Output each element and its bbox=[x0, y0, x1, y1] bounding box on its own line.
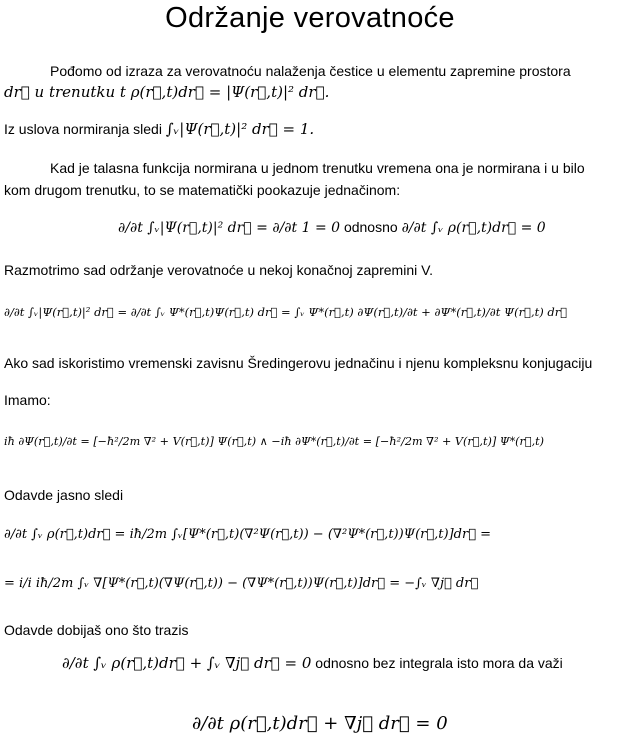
paragraph-8: Odavde dobijaš ono što trazis bbox=[4, 622, 189, 638]
equation-2: ∂/∂t ∫ᵥ|Ψ(r⃗,t)|² dr⃗ = ∂/∂t ∫ᵥ Ψ*(r⃗,t)Ψ(r⃗,t) dr⃗ = ∫ᵥ Ψ*(r⃗,t) ∂Ψ(r⃗,t)/∂t + ∂Ψ*(r⃗,t)/∂t Ψ(r⃗,t) dr⃗ bbox=[4, 305, 568, 319]
equation-1 bbox=[118, 219, 546, 236]
paragraph-1-line-2: dr⃗ u trenutku t ρ(r⃗,t)dr⃗ = |Ψ(r⃗,t)|² dr⃗. bbox=[4, 83, 330, 101]
paragraph-6: Imamo: bbox=[4, 392, 51, 408]
equation-4-line-1: ∂/∂t ∫ᵥ ρ(r⃗,t)dr⃗ = iħ/2m ∫ᵥ[Ψ*(r⃗,t)(∇²Ψ(r⃗,t)) − (∇²Ψ*(r⃗,t))Ψ(r⃗,t)]dr⃗ = bbox=[4, 527, 492, 542]
paragraph-4: Razmotrimo sad održanje verovatnoće u nekoj konačnoj zapremini V. bbox=[4, 262, 434, 278]
paragraph-3-line-2: kom drugom trenutku, to se matematički pookazuje jednačinom: bbox=[4, 182, 401, 198]
paragraph-7: Odavde jasno sledi bbox=[4, 487, 124, 503]
equation-5-note: odnosno bez integrala isto mora da važi bbox=[311, 655, 563, 671]
paragraph-3-line-1: Kad je talasna funkcija normirana u jednom trenutku vremena ona je normirana i u bilo bbox=[50, 160, 585, 176]
paragraph-5: Ako sad iskoristimo vremenski zavisnu Šredingerovu jednačinu i njenu kompleksnu konjugaciju bbox=[4, 355, 593, 371]
page-title: Održanje verovatnoće bbox=[165, 2, 455, 34]
continuity-equation: ∂/∂t ρ(r⃗,t)dr⃗ + ∇j⃗ dr⃗ = 0 bbox=[192, 713, 448, 734]
equation-1-right: ∂/∂t ∫ᵥ ρ(r⃗,t)dr⃗ = 0 bbox=[401, 220, 546, 236]
equation-4-line-2: = i/i iħ/2m ∫ᵥ ∇[Ψ*(r⃗,t)(∇Ψ(r⃗,t)) − (∇Ψ*(r⃗,t))Ψ(r⃗,t)]dr⃗ = −∫ᵥ ∇j⃗ dr⃗ bbox=[4, 576, 479, 591]
equation-1-left: ∂/∂t ∫ᵥ|Ψ(r⃗,t)|² dr⃗ = ∂/∂t 1 = 0 bbox=[118, 220, 341, 236]
equation-3: iħ ∂Ψ(r⃗,t)/∂t = [−ħ²/2m ∇² + V(r⃗,t)] Ψ(r⃗,t) ∧ −iħ ∂Ψ*(r⃗,t)/∂t = [−ħ²/2m ∇² + V(r⃗,t)] Ψ*(r⃗,t) bbox=[4, 435, 545, 448]
continuity-integral-form: ∂/∂t ∫ᵥ ρ(r⃗,t)dr⃗ + ∫ᵥ ∇j⃗ dr⃗ = 0 bbox=[62, 654, 312, 672]
equation-5 bbox=[62, 654, 563, 672]
equation-1-connector: odnosno bbox=[340, 219, 402, 235]
normalization-equation: ∫ᵥ|Ψ(r⃗,t)|² dr⃗ = 1. bbox=[165, 120, 315, 138]
paragraph-2 bbox=[4, 119, 314, 139]
paragraph-1-line-1: Pođomo od izraza za verovatnoću nalaženja čestice u elementu zapremine prostora bbox=[50, 63, 571, 79]
paragraph-2-text: Iz uslova normiranja sledi bbox=[4, 121, 166, 137]
